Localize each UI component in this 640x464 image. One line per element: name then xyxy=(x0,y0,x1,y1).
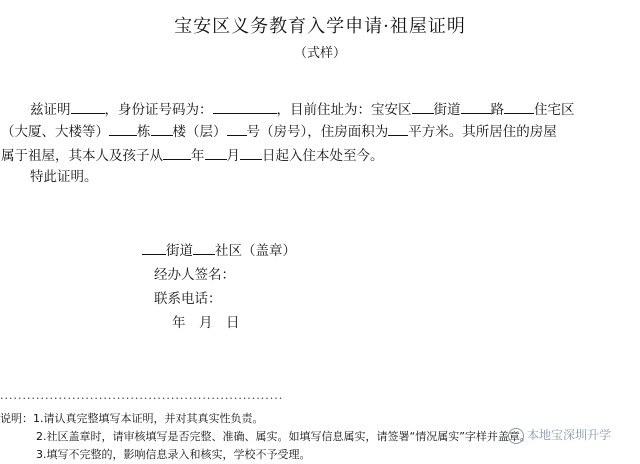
date-label: 年 月 日 xyxy=(172,315,240,331)
text-floor: 楼（层） xyxy=(172,124,227,140)
block-blank[interactable] xyxy=(151,121,173,136)
wechat-icon xyxy=(508,428,524,444)
watermark xyxy=(508,426,611,444)
text-hereby-certify: 特此证明。 xyxy=(30,169,98,185)
area-blank[interactable] xyxy=(388,121,408,136)
body-line-2 xyxy=(1,121,557,141)
text-month: 月 xyxy=(226,148,240,164)
body-line-3 xyxy=(1,145,384,165)
note-1: 说明：1.请认真完整填写本证明，并对其真实性负责。 xyxy=(0,412,264,425)
month-blank[interactable] xyxy=(205,145,227,160)
handler-signature-label: 经办人签名： xyxy=(154,267,235,283)
note-3: 3.填写不完整的，影响信息录入和核实，学校不予受理。 xyxy=(36,448,311,461)
text-year: 年 xyxy=(191,148,205,164)
text-since: 日起入住本处至今。 xyxy=(262,148,384,164)
contact-phone-label: 联系电话： xyxy=(154,291,222,307)
text-street: 街道 xyxy=(433,102,461,118)
text-id-number: ，身份证号码为： xyxy=(104,102,213,118)
body-line-1 xyxy=(30,99,575,119)
document-subtitle: （式样） xyxy=(293,46,346,61)
text-residence: 住宅区 xyxy=(534,102,575,118)
dotted-separator: ······························································· xyxy=(0,392,284,405)
residence-blank[interactable] xyxy=(504,99,534,114)
note-2: 2.社区盖章时，请审核填写是否完整、准确、属实。如填写信息属实，请签署“情况属实”字样并盖章。 xyxy=(36,430,531,443)
text-room-area: 号（房号），住房面积为 xyxy=(246,124,389,140)
building-blank[interactable] xyxy=(109,121,137,136)
text-square-meters: 平方米。其所居住的房屋 xyxy=(408,124,557,140)
road-blank[interactable] xyxy=(461,99,491,114)
text-block: 栋 xyxy=(137,124,151,140)
id-number-blank[interactable] xyxy=(213,99,277,114)
text-community-stamp: 社区（盖章） xyxy=(215,243,296,259)
text-ancestral-house: 属于祖屋，其本人及孩子从 xyxy=(1,148,163,164)
floor-blank[interactable] xyxy=(227,121,247,136)
text-building-type: （大厦、大楼等） xyxy=(1,124,109,140)
watermark-text: 本地宝深圳升学 xyxy=(527,428,612,442)
day-blank[interactable] xyxy=(240,145,262,160)
street-blank[interactable] xyxy=(412,99,434,114)
text-certify: 兹证明 xyxy=(30,102,71,118)
text-road: 路 xyxy=(490,102,504,118)
stamp-street-blank[interactable] xyxy=(142,240,166,255)
text-stamp-street: 街道 xyxy=(166,243,193,259)
stamp-line xyxy=(142,239,296,259)
name-blank[interactable] xyxy=(71,99,105,114)
year-blank[interactable] xyxy=(163,145,191,160)
document-title: 宝安区义务教育入学申请·祖屋证明 xyxy=(174,16,466,37)
stamp-community-blank[interactable] xyxy=(193,240,215,255)
text-address: ，目前住址为：宝安区 xyxy=(276,102,412,118)
